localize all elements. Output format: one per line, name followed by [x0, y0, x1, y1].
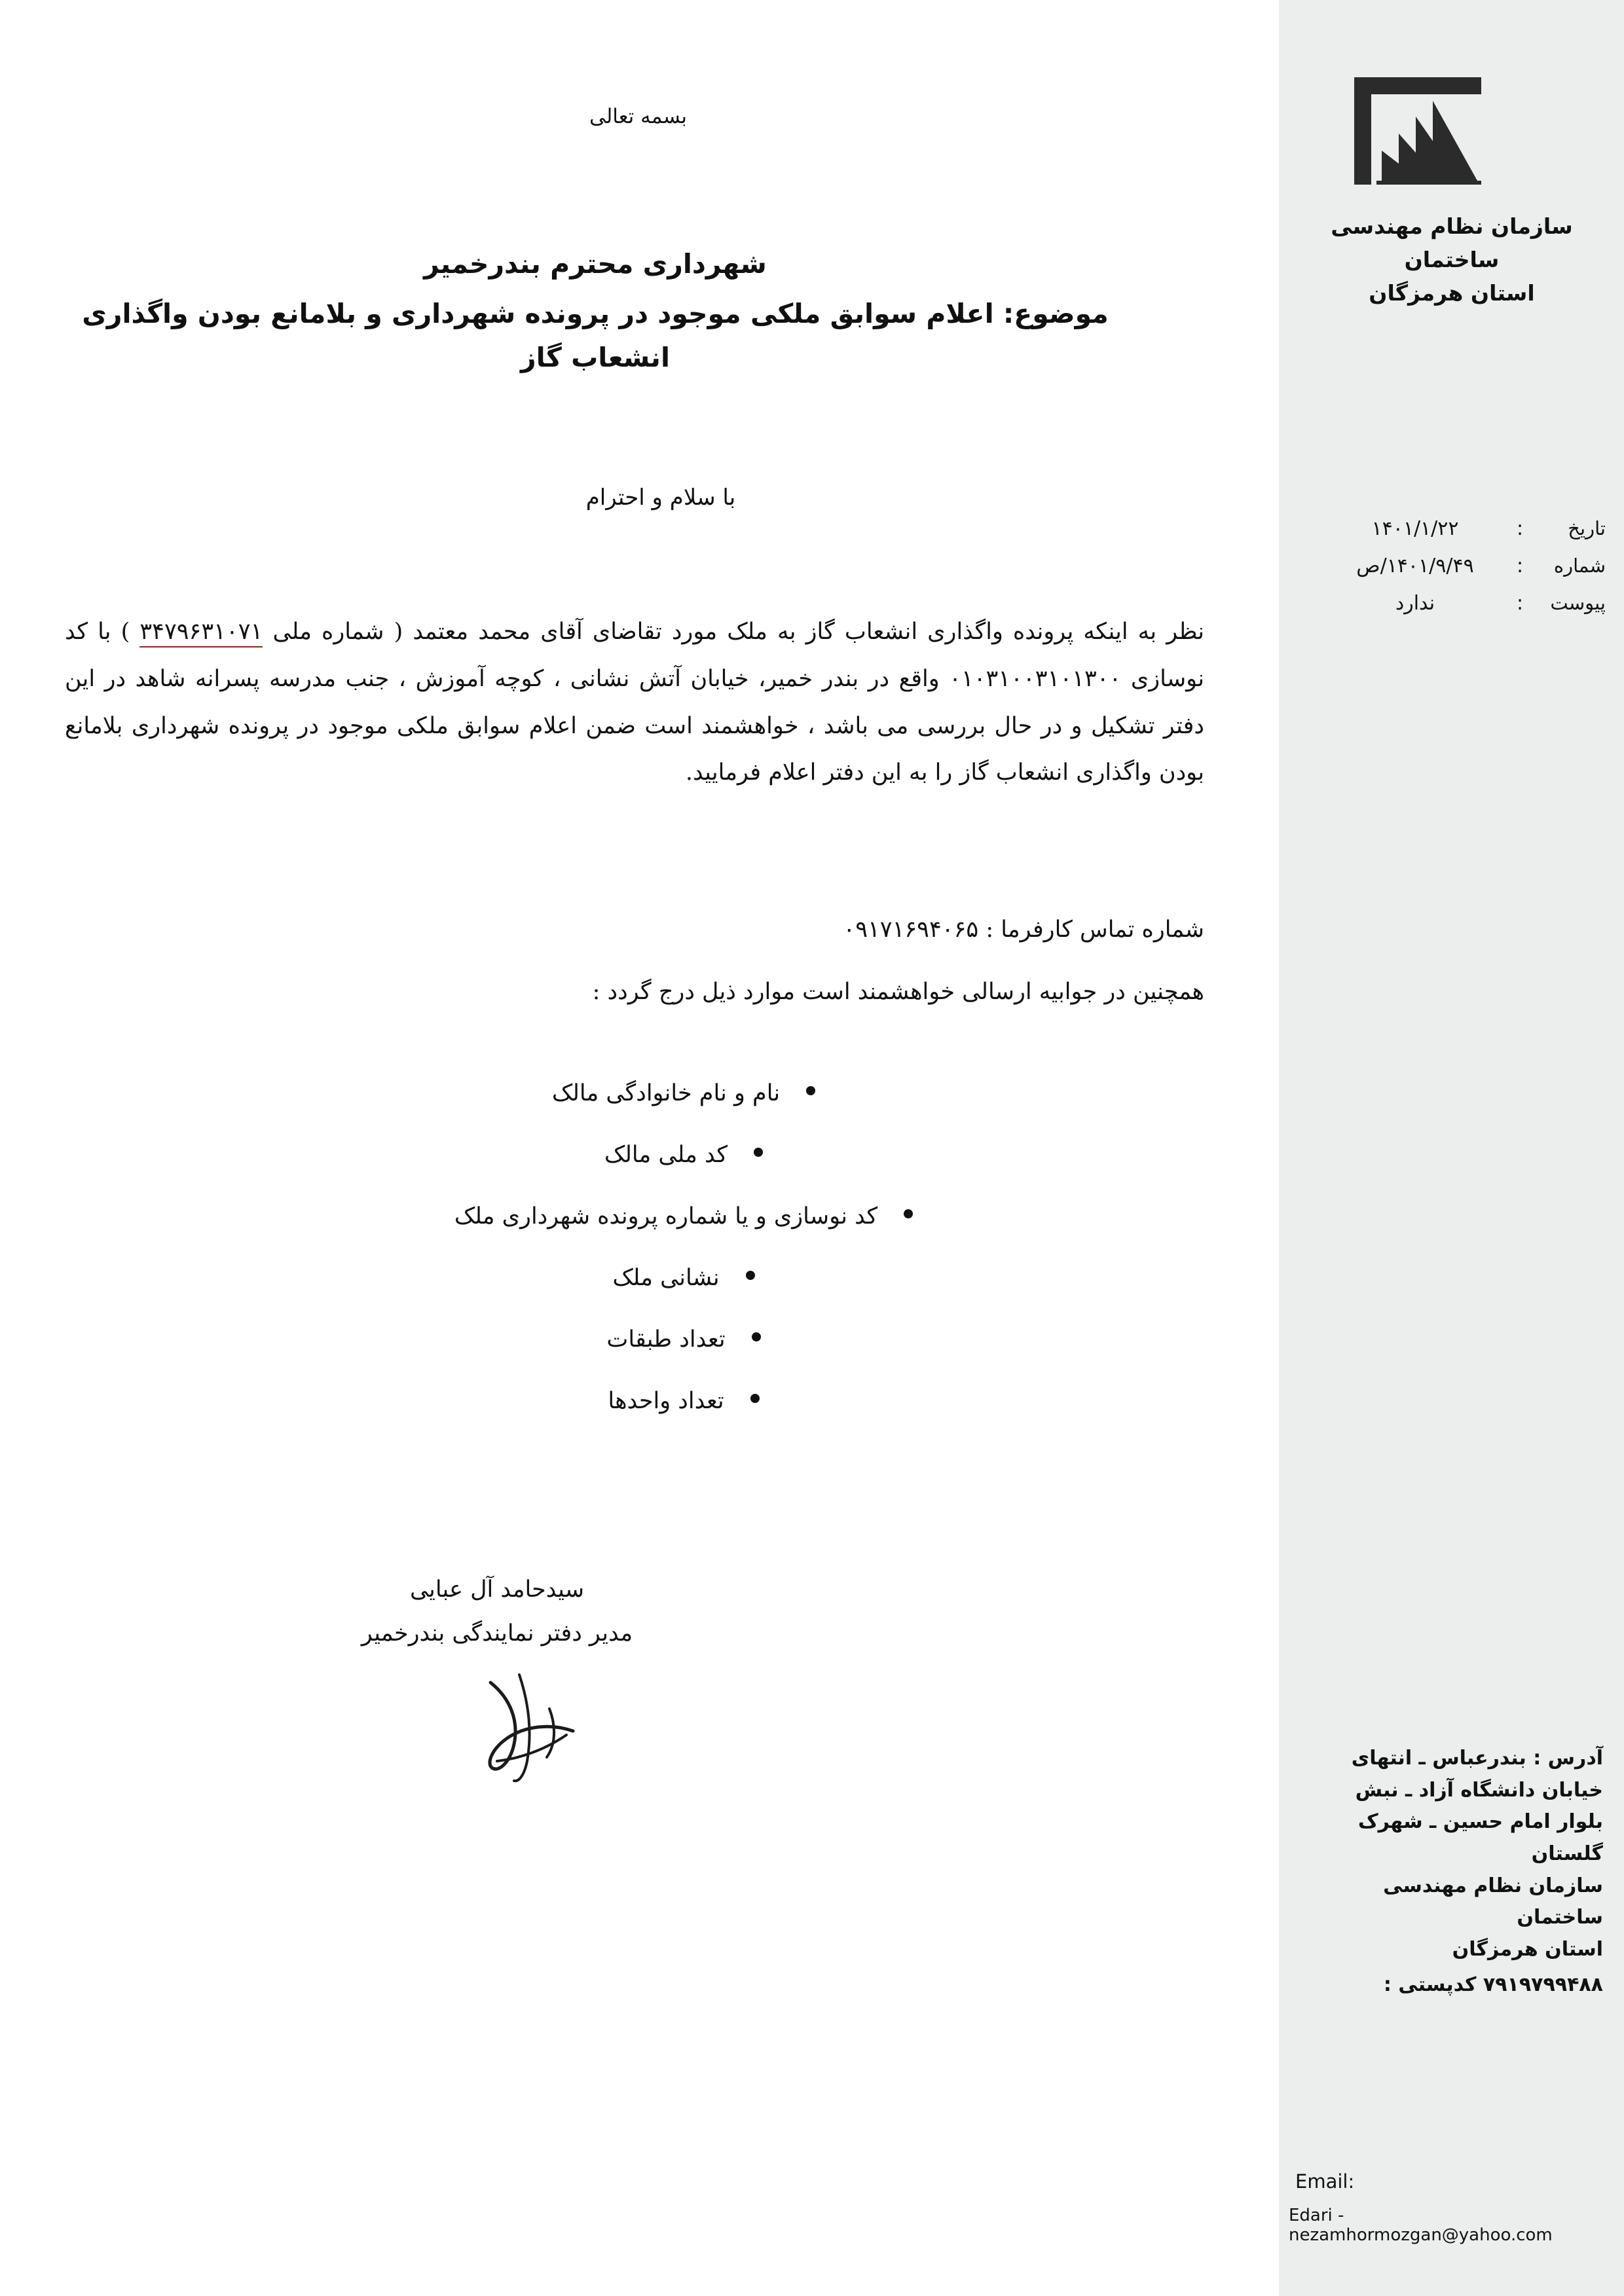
national-id-value: ۳۴۷۹۶۳۱۰۷۱	[139, 619, 263, 647]
postal-code-row	[1295, 1969, 1603, 2001]
besmeh-tala: بسمه تعالی	[589, 105, 687, 128]
meta-label-date: تاریخ	[1568, 517, 1606, 539]
letterhead-sidebar	[1279, 0, 1624, 2296]
address-line-4: گلستان	[1531, 1842, 1603, 1866]
addressee-and-subject	[39, 242, 1152, 380]
meta-row-attachment	[1298, 592, 1606, 615]
address-line-3: بلوار امام حسین ـ شهرک	[1357, 1810, 1603, 1834]
meta-value-date: ۱۴۰۱/۱/۲۲	[1371, 517, 1459, 540]
organization-name-line1: سازمان نظام مهندسی ساختمان	[1331, 213, 1573, 273]
greeting-line: با سلام و احترام	[585, 484, 736, 511]
postal-code-label: کدپستی :	[1383, 1973, 1477, 1997]
list-item	[91, 1326, 1276, 1353]
postal-code-value: ۷۹۱۹۷۹۹۴۸۸	[1483, 1973, 1603, 1997]
letter-meta-block	[1298, 517, 1606, 629]
bullet-dot-icon	[806, 1086, 815, 1095]
list-item	[91, 1265, 1276, 1291]
address-line-5: سازمان نظام مهندسی ساختمان	[1383, 1874, 1603, 1929]
meta-row-number	[1298, 555, 1606, 577]
meta-colon: :	[1516, 517, 1524, 540]
requested-items-list	[91, 1080, 1276, 1449]
list-item-label: تعداد واحدها	[608, 1388, 724, 1414]
employer-phone-line: شماره تماس کارفرما : ۰۹۱۷۱۶۹۴۰۶۵	[843, 917, 1204, 943]
email-label: Email:	[1295, 2170, 1355, 2193]
address-line-2: خیابان دانشگاه آزاد ـ نبش	[1355, 1778, 1603, 1802]
subject-line: موضوع: اعلام سوابق ملکی موجود در پرونده شهرداری و بلامانع بودن واگذاری انشعاب گاز	[82, 297, 1109, 374]
address-line-6: استان هرمزگان	[1452, 1937, 1603, 1961]
bullet-dot-icon	[746, 1271, 755, 1280]
building-chevron-logo-icon	[1342, 65, 1493, 196]
body-paragraph-part2: ) با کد نوسازی ۰۱۰۳۱۰۰۳۱۰۱۳۰۰ واقع در بندر خمیر، خیابان آتش نشانی ، کوچه آموزش ، جنب مدرسه پسرانه شاهد در این دفتر تشکیل و در حال بررسی می باشد ، خواهشمند است ضمن اعلام سوابق ملکی موجود در پرونده شهرداری بلامانع بودن واگذاری انشعاب گاز را به این دفتر اعلام فرمایید.	[65, 619, 1204, 786]
letterhead-divider	[1276, 0, 1279, 2296]
bullet-dot-icon	[752, 1332, 761, 1341]
list-item-label: تعداد طبقات	[606, 1326, 726, 1353]
list-item	[91, 1203, 1276, 1230]
list-item-label: کد ملی مالک	[604, 1142, 728, 1168]
bullet-dot-icon	[904, 1209, 913, 1218]
meta-label-number: شماره	[1553, 555, 1606, 577]
meta-value-number: ۱۴۰۱/۹/۴۹/ص	[1356, 555, 1474, 577]
signature-block	[202, 1568, 792, 1655]
body-paragraph-part1: نظر به اینکه پرونده واگذاری انشعاب گاز به ملک مورد تقاضای آقای محمد معتمد ( شماره ملی	[263, 619, 1204, 645]
body-paragraph	[65, 609, 1204, 797]
meta-label-attachment: پیوست	[1550, 592, 1606, 614]
email-address[interactable]: Edari - nezamhormozgan@yahoo.com	[1289, 2206, 1553, 2245]
list-item	[91, 1142, 1276, 1168]
meta-colon: :	[1516, 555, 1524, 577]
handwritten-signature-icon	[451, 1663, 621, 1794]
addressee-line: شهرداری محترم بندرخمیر	[424, 248, 767, 280]
reply-request-line: همچنین در جوابیه ارسالی خواهشمند است موارد ذیل درج گردد :	[592, 979, 1204, 1005]
meta-row-date	[1298, 517, 1606, 540]
meta-colon: :	[1516, 592, 1524, 615]
signer-name: سیدحامد آل عبایی	[409, 1576, 585, 1603]
signer-title: مدیر دفتر نمایندگی بندرخمیر	[361, 1620, 633, 1647]
meta-value-attachment: ندارد	[1395, 592, 1435, 615]
address-line-1: آدرس : بندرعباس ـ انتهای	[1351, 1747, 1603, 1770]
list-item-label: کد نوسازی و یا شماره پرونده شهرداری ملک	[454, 1203, 878, 1230]
bullet-dot-icon	[754, 1148, 763, 1157]
list-item-label: نام و نام خانوادگی مالک	[551, 1080, 781, 1106]
list-item-label: نشانی ملک	[612, 1265, 720, 1291]
list-item	[91, 1080, 1276, 1106]
organization-name-line2: استان هرمزگان	[1369, 280, 1535, 306]
list-item	[91, 1388, 1276, 1414]
organization-name	[1298, 210, 1606, 310]
address-block	[1295, 1743, 1603, 2001]
bullet-dot-icon	[750, 1394, 760, 1403]
